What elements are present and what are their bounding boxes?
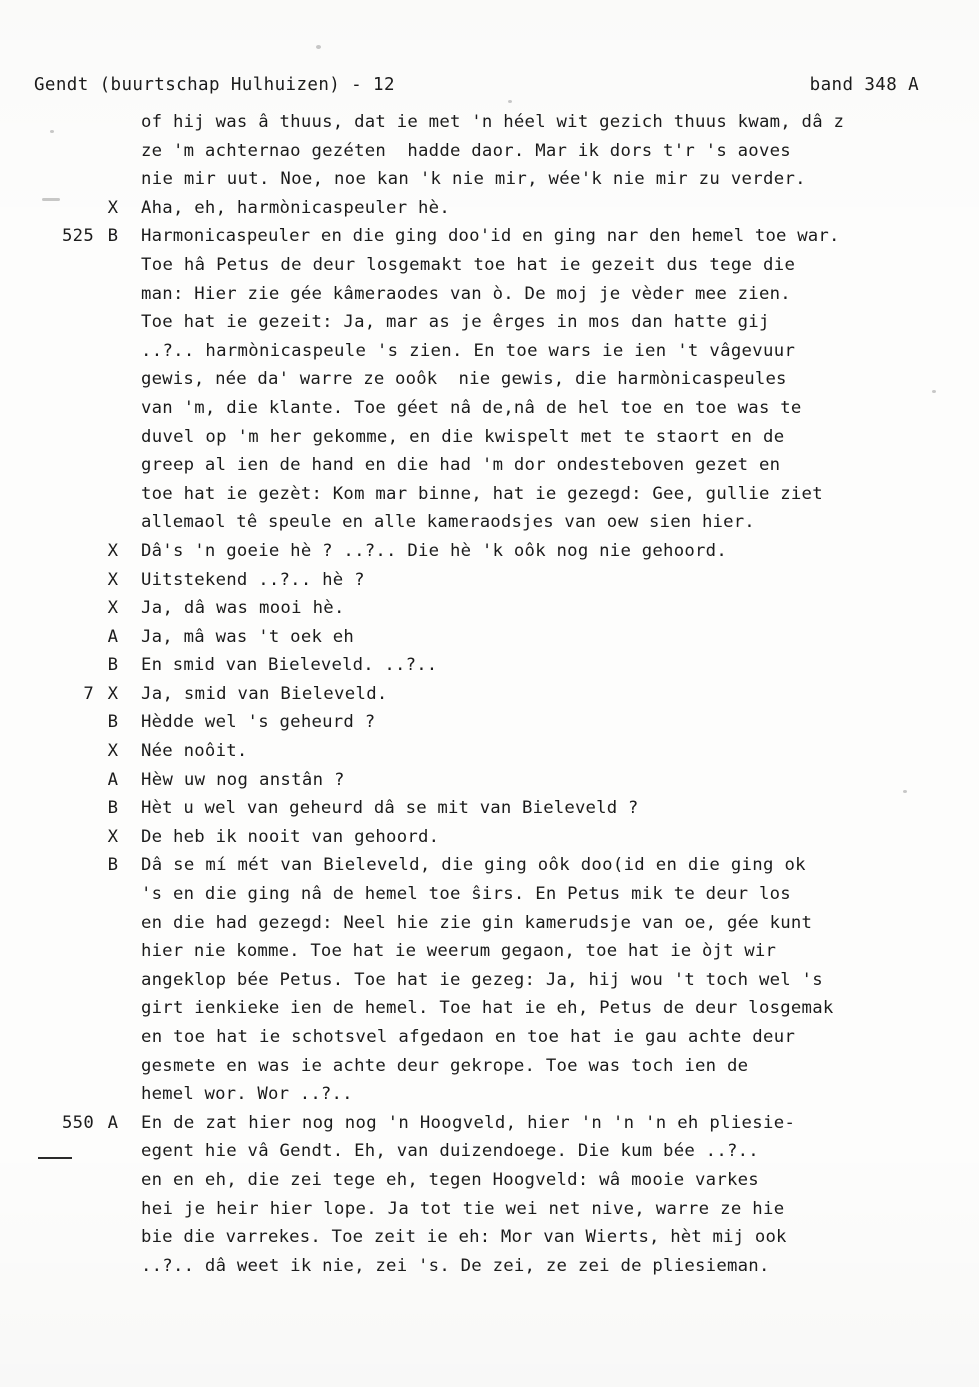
transcript-line xyxy=(34,423,959,452)
transcript-line xyxy=(34,794,959,823)
speaker-label: X xyxy=(107,741,119,762)
transcript-line xyxy=(34,365,959,394)
line-text: Aha, eh, harmònicaspeuler hè. xyxy=(141,197,450,218)
speaker-label: X xyxy=(107,569,119,590)
line-text: allemaol tê speule en alle kameraodsjes van oew sien hier. xyxy=(141,512,755,533)
transcript-line xyxy=(34,337,959,366)
speaker-label: B xyxy=(107,712,119,733)
line-text: Ja, mâ was 't oek eh xyxy=(141,626,355,647)
transcript-line xyxy=(34,966,959,995)
line-text: toe hat ie gezèt: Kom mar binne, hat ie gezegd: Gee, gullie ziet xyxy=(141,483,823,504)
speaker-label: A xyxy=(107,1112,119,1133)
transcript-line xyxy=(34,137,959,166)
line-text: en die had gezegd: Neel hie zie gin kamerudsje van oe, gée kunt xyxy=(141,912,813,933)
line-text: Harmonicaspeuler en die ging doo'id en ging nar den hemel toe war. xyxy=(141,226,840,247)
transcript-line xyxy=(34,651,959,680)
transcript-line xyxy=(34,1223,959,1252)
line-text: ..?.. dâ weet ik nie, zei 's. De zei, ze zei de pliesieman. xyxy=(141,1255,770,1276)
header-band-label: band 348 A xyxy=(809,75,919,95)
line-text: Ja, dâ was mooi hè. xyxy=(141,598,345,619)
line-number: 525 xyxy=(62,226,94,247)
line-text: angeklop bée Petus. Toe hat ie gezeg: Ja, hij wou 't toch wel 's xyxy=(141,969,823,990)
transcript-line xyxy=(34,708,959,737)
scan-speck xyxy=(903,790,907,793)
transcript-line xyxy=(34,394,959,423)
speaker-label: X xyxy=(107,826,119,847)
speaker-label: B xyxy=(107,655,119,676)
transcript-line xyxy=(34,1080,959,1109)
line-text: ..?.. harmònicaspeule 's zien. En toe wars ie ien 't vâgevuur xyxy=(141,340,796,361)
line-text: en toe hat ie schotsvel afgedaon en toe hat ie gau achte deur xyxy=(141,1027,796,1047)
transcript-line xyxy=(34,194,959,223)
transcript-line xyxy=(34,994,959,1023)
transcript-line xyxy=(34,851,959,880)
transcript-line xyxy=(34,480,959,509)
transcript-line xyxy=(34,1137,959,1166)
speaker-label: X xyxy=(107,540,119,561)
transcript-line xyxy=(34,594,959,623)
line-text: 's en die ging nâ de hemel toe ŝirs. En Petus mik te deur los xyxy=(141,884,791,905)
transcript-line xyxy=(34,766,959,795)
line-text: Dâ's 'n goeie hè ? ..?.. Die hè 'k oôk nog nie gehoord. xyxy=(141,540,727,561)
transcript-line xyxy=(34,737,959,766)
line-text: en en eh, die zei tege eh, tegen Hoogveld: wâ mooie varkes xyxy=(141,1169,759,1190)
line-text: gewis, née da' warre ze ooôk nie gewis, die harmònicaspeules xyxy=(141,369,787,390)
transcript-line xyxy=(34,1252,959,1281)
speaker-label: X xyxy=(107,683,119,704)
line-text: man: Hier zie gée kâmeraodes van ò. De moj je vèder mee zien. xyxy=(141,283,791,304)
header-location-label: Gendt (buurtschap Hulhuizen) - 12 xyxy=(34,75,395,95)
line-text: duvel op 'm her gekomme, en die kwispelt met te staort en de xyxy=(141,426,785,447)
transcript-line xyxy=(34,909,959,938)
scan-speck xyxy=(508,100,512,103)
line-text: En smid van Bieleveld. ..?.. xyxy=(141,655,438,676)
transcript-line xyxy=(34,108,959,137)
transcript-line xyxy=(34,280,959,309)
line-text: Ja, smid van Bieleveld. xyxy=(141,683,388,704)
transcript-line xyxy=(34,566,959,595)
transcript-line xyxy=(34,165,959,194)
transcript-body xyxy=(34,108,959,1280)
margin-rule-mark xyxy=(38,1157,72,1159)
line-number: 7 xyxy=(83,683,94,704)
line-text: En de zat hier nog nog 'n Hoogveld, hier 'n 'n 'n eh pliesie- xyxy=(141,1112,796,1133)
scan-speck xyxy=(50,130,54,133)
line-text: hei je heir hier lope. Ja tot tie wei net nive, warre ze hie xyxy=(141,1198,785,1219)
line-text: gesmete en was ie achte deur gekrope. Toe was toch ien de xyxy=(141,1055,749,1076)
speaker-label: X xyxy=(107,598,119,619)
line-text: egent hie vâ Gendt. Eh, van duizendoege. Die kum bée ..?.. xyxy=(141,1141,759,1162)
line-number: 550 xyxy=(62,1112,94,1133)
transcript-line xyxy=(34,937,959,966)
line-text: Dâ se mí mét van Bieleveld, die ging oôk doo(id en die ging ok xyxy=(141,855,806,876)
line-text: Uitstekend ..?.. hè ? xyxy=(141,569,365,590)
speaker-label: B xyxy=(107,226,119,247)
line-text: Hèt u wel van geheurd dâ se mit van Bieleveld ? xyxy=(141,798,639,819)
transcript-line xyxy=(34,1195,959,1224)
speaker-label: A xyxy=(107,769,119,790)
transcript-line xyxy=(34,680,959,709)
transcript-line xyxy=(34,1109,959,1138)
line-text: ze 'm achternao gezéten hadde daor. Mar ik dors t'r 's aoves xyxy=(141,140,791,161)
line-text: Toe hat ie gezeit: Ja, mar as je êrges in mos dan hatte gij xyxy=(141,312,770,333)
transcript-line xyxy=(34,537,959,566)
speaker-label: B xyxy=(107,855,119,876)
transcript-line xyxy=(34,1166,959,1195)
line-text: girt ienkieke ien de hemel. Toe hat ie eh, Petus de deur losgemak xyxy=(141,998,834,1019)
line-text: Hèw uw nog anstân ? xyxy=(141,769,345,790)
scan-speck xyxy=(42,198,60,201)
speaker-label: X xyxy=(107,197,119,218)
scan-speck xyxy=(316,45,321,49)
transcript-line xyxy=(34,308,959,337)
speaker-label: A xyxy=(107,626,119,647)
transcript-line xyxy=(34,1052,959,1081)
line-text: Hèdde wel 's geheurd ? xyxy=(141,712,376,733)
transcript-line xyxy=(34,623,959,652)
line-text: van 'm, die klante. Toe géet nâ de,nâ de hel toe en toe was te xyxy=(141,397,802,418)
speaker-label: B xyxy=(107,798,119,819)
transcript-line xyxy=(34,823,959,852)
transcript-line xyxy=(34,1023,959,1052)
scan-speck xyxy=(932,390,936,393)
line-text: Née noôit. xyxy=(141,741,248,762)
transcript-line xyxy=(34,251,959,280)
line-text: bie die varrekes. Toe zeit ie eh: Mor van Wierts, hèt mij ook xyxy=(141,1227,787,1248)
line-text: Toe hâ Petus de deur losgemakt toe hat ie gezeit dus tege die xyxy=(141,254,796,275)
line-text: nie mir uut. Noe, noe kan 'k nie mir, wée'k nie mir zu verder. xyxy=(141,169,806,190)
line-text: hier nie komme. Toe hat ie weerum gegaon, toe hat ie òjt wir xyxy=(141,941,777,962)
line-text: of hij was â thuus, dat ie met 'n héel wit gezich thuus kwam, dâ z xyxy=(141,112,845,132)
transcript-line xyxy=(34,880,959,909)
transcript-line xyxy=(34,508,959,537)
transcript-line xyxy=(34,451,959,480)
transcript-line xyxy=(34,222,959,251)
line-text: De heb ik nooit van gehoord. xyxy=(141,826,440,847)
line-text: hemel wor. Wor ..?.. xyxy=(141,1084,353,1105)
line-text: greep al ien de hand en die had 'm dor ondesteboven gezet en xyxy=(141,455,781,476)
page-header xyxy=(34,75,941,95)
